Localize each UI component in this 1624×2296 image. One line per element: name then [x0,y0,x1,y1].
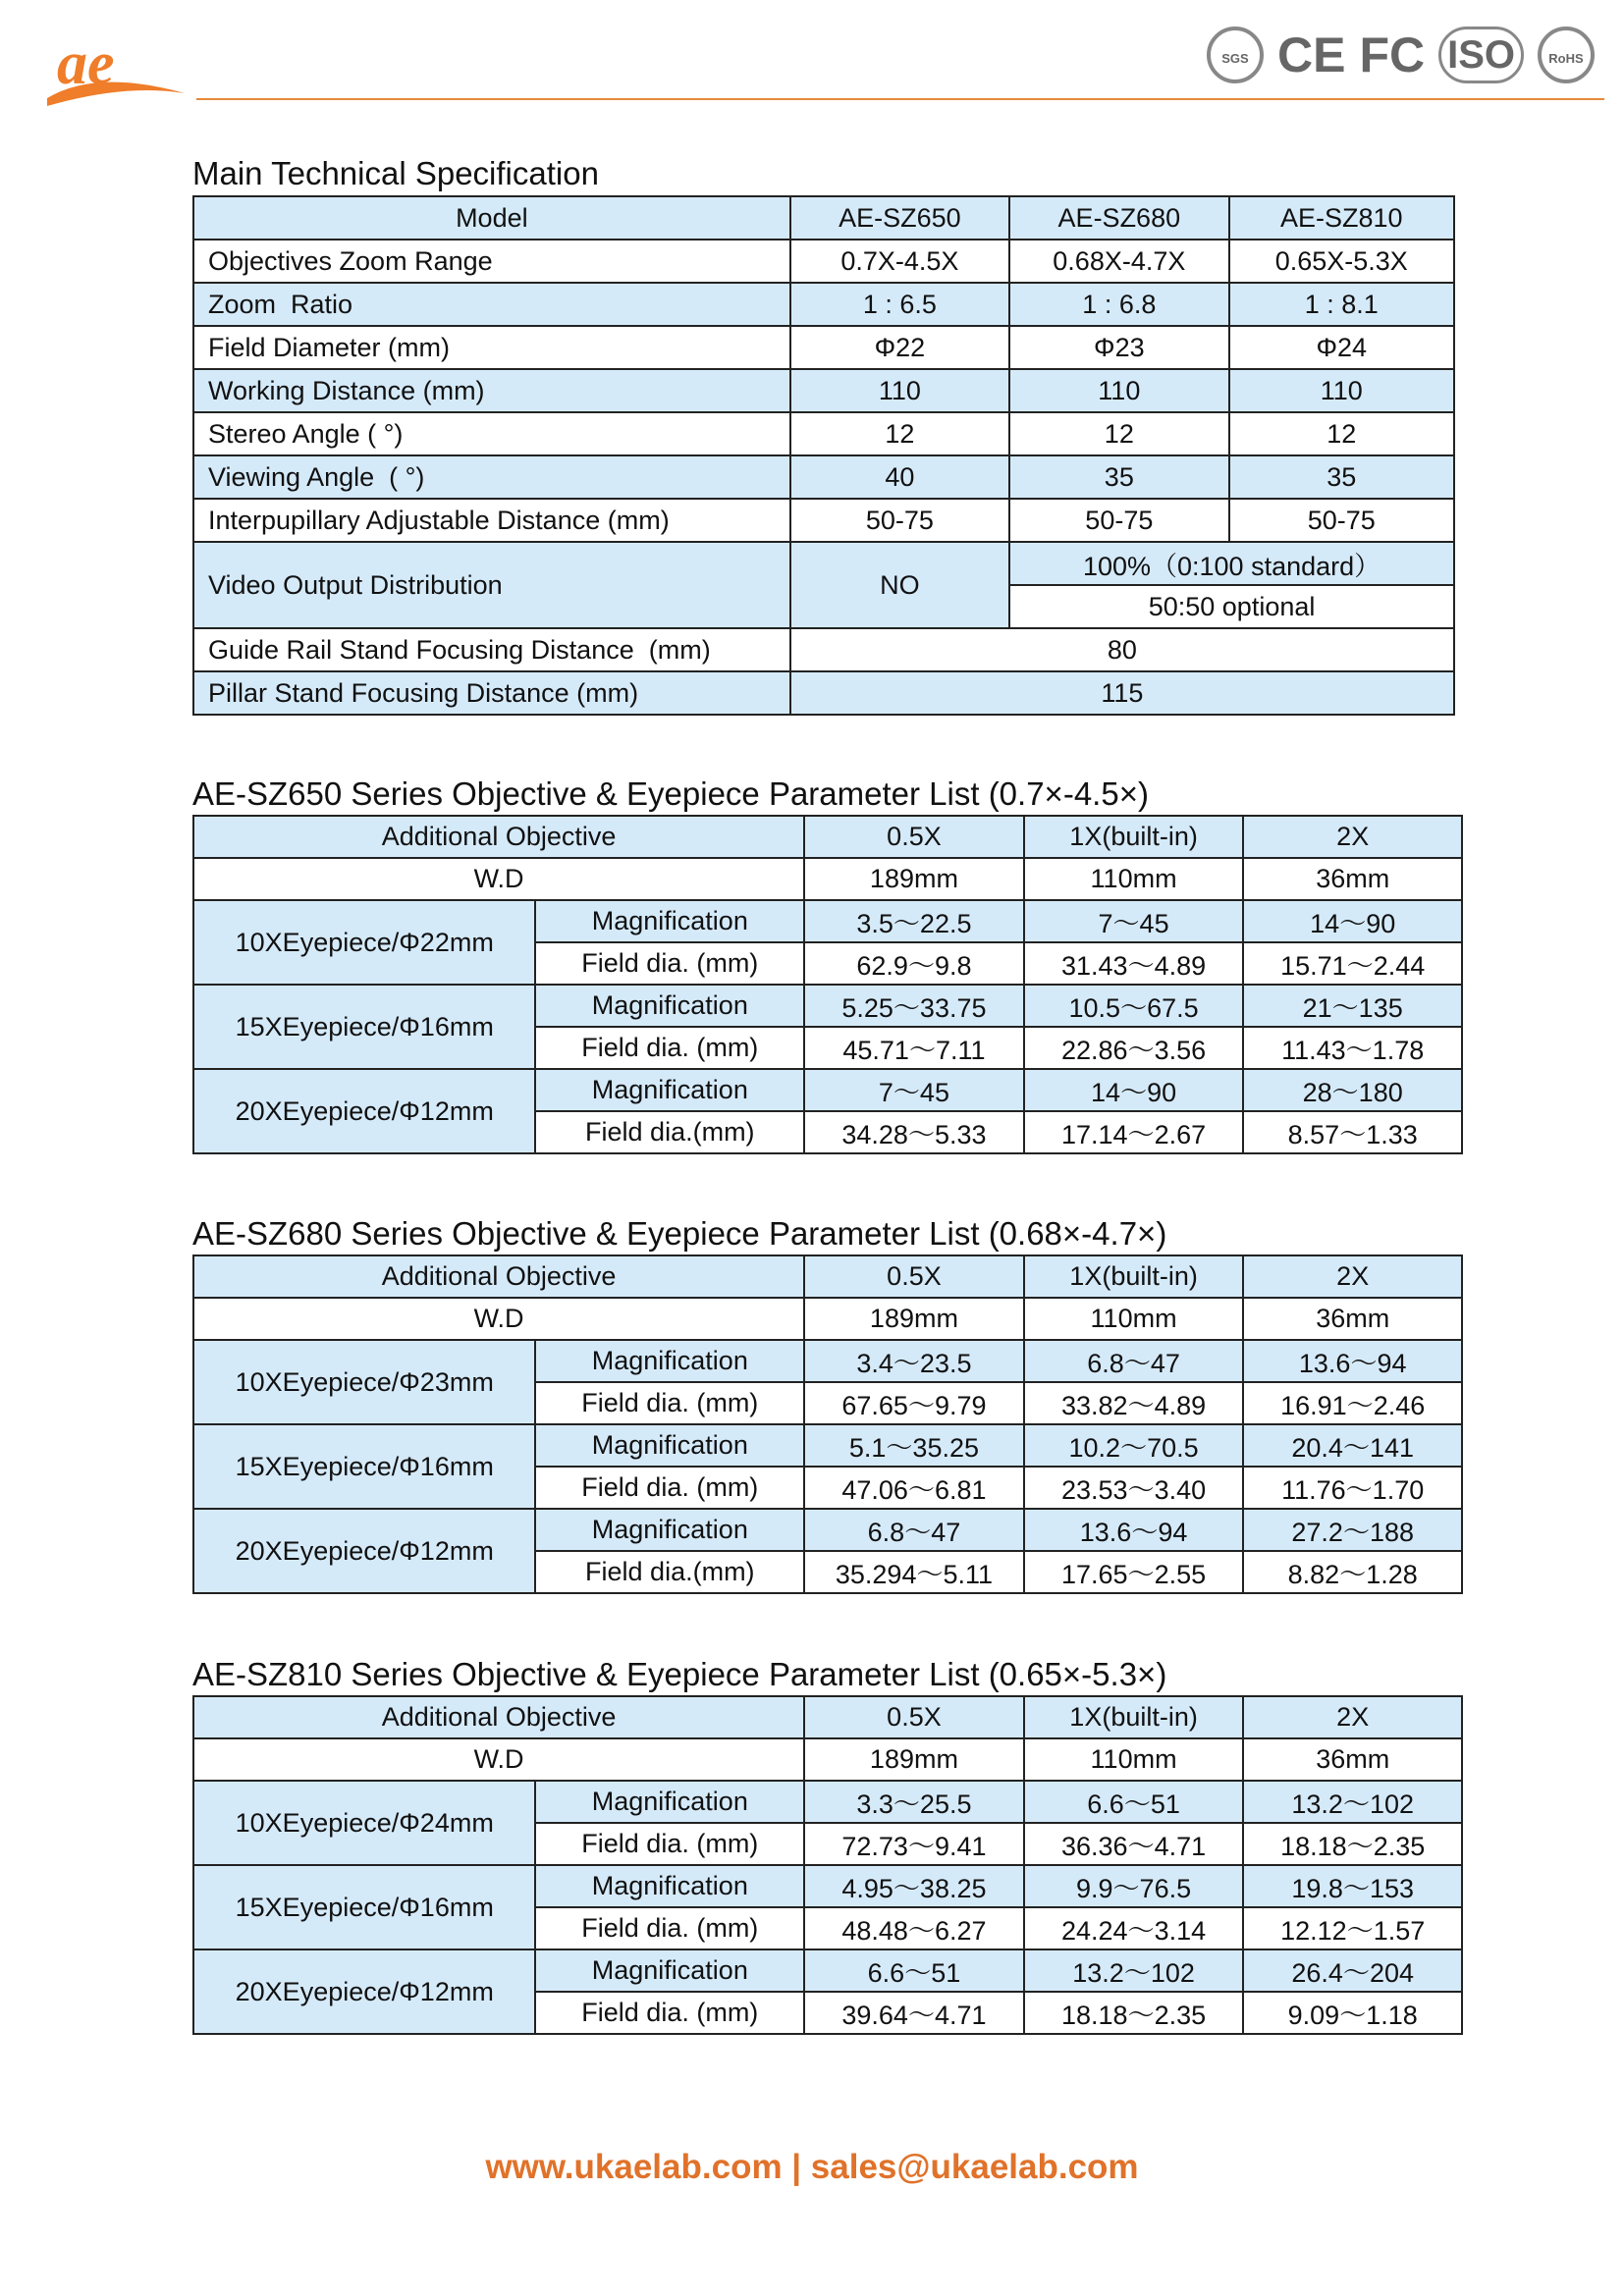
header-cell: 0.5X [804,1696,1024,1738]
cell: 12 [1009,412,1228,455]
cell: 27.2～188 [1243,1509,1462,1551]
header-cell: Additional Objective [193,1696,804,1738]
wd-label: W.D [193,858,804,900]
wd-label: W.D [193,1738,804,1781]
row-label: Field dia. (mm) [535,1027,804,1069]
table-row [193,1949,1462,1992]
table-header-row [193,196,1454,240]
row-label: Stereo Angle ( °) [193,412,790,455]
eyepiece-label: 20XEyepiece/Φ12mm [193,1069,535,1153]
table-row [193,1781,1462,1823]
table-row [193,858,1462,900]
cell: 62.9～9.8 [804,942,1024,985]
logo-text: ae [57,30,115,97]
cell: 0.7X-4.5X [790,240,1009,283]
cell: 35 [1229,455,1454,499]
cell: 189mm [804,1298,1024,1340]
header-cell: 1X(built-in) [1024,1696,1244,1738]
sgs-logo: SGS [1207,27,1264,83]
header-rule [196,98,1604,100]
header-cell: 2X [1243,1696,1462,1738]
row-label: Magnification [535,1340,804,1382]
row-label: Field dia. (mm) [535,1467,804,1509]
row-label: Video Output Distribution [193,542,790,628]
row-label: Magnification [535,1949,804,1992]
table-row [193,1424,1462,1467]
cell: 7～45 [1024,900,1244,942]
cell: 17.65～2.55 [1024,1551,1244,1593]
cell: 3.5～22.5 [804,900,1024,942]
table-row [193,900,1462,942]
cell: 36.36～4.71 [1024,1823,1244,1865]
table-header-row [193,1255,1462,1298]
row-label: Field dia.(mm) [535,1111,804,1153]
row-label: Magnification [535,1509,804,1551]
cell: 50-75 [790,499,1009,542]
cell: 14～90 [1243,900,1462,942]
row-label: Field dia. (mm) [535,1823,804,1865]
cell: 8.82～1.28 [1243,1551,1462,1593]
table-row [193,412,1454,455]
main-spec-title: Main Technical Specification [192,155,599,191]
cell: 5.1～35.25 [804,1424,1024,1467]
header-cell: AE-SZ680 [1009,196,1228,240]
cell: 33.82～4.89 [1024,1382,1244,1424]
row-label: Magnification [535,1865,804,1907]
table-row [193,671,1454,715]
cell: Φ23 [1009,326,1228,369]
cell: 23.53～3.40 [1024,1467,1244,1509]
footer-contact: www.ukaelab.com | sales@ukaelab.com [485,2148,1139,2186]
parameter-table [192,815,1463,1154]
table-header-row [193,816,1462,858]
eyepiece-label: 20XEyepiece/Φ12mm [193,1509,535,1593]
cell: 40 [790,455,1009,499]
cell: 17.14～2.67 [1024,1111,1244,1153]
cell: 110 [790,369,1009,412]
cell: 36mm [1243,1738,1462,1781]
header-cell: 2X [1243,1255,1462,1298]
parameter-table-title: AE-SZ810 Series Objective & Eyepiece Parameter List (0.65×-5.3×) [192,1656,1167,1692]
cell: 12 [1229,412,1454,455]
cell: Φ24 [1229,326,1454,369]
cell: 110 [1009,369,1228,412]
cell: 16.91～2.46 [1243,1382,1462,1424]
cell: 9.09～1.18 [1243,1992,1462,2034]
cell: 1 : 8.1 [1229,283,1454,326]
cell: 6.6～51 [804,1949,1024,1992]
cell: 13.2～102 [1243,1781,1462,1823]
cell: 115 [790,671,1454,715]
row-label: Field Diameter (mm) [193,326,790,369]
cert-logos [1207,26,1595,84]
cell: 15.71～2.44 [1243,942,1462,985]
cell: Φ22 [790,326,1009,369]
cell: 13.2～102 [1024,1949,1244,1992]
cell: 1 : 6.8 [1009,283,1228,326]
header-cell: AE-SZ810 [1229,196,1454,240]
row-label: Magnification [535,1069,804,1111]
header-cell: 1X(built-in) [1024,1255,1244,1298]
company-logo [37,29,194,118]
eyepiece-label: 10XEyepiece/Φ23mm [193,1340,535,1424]
cell: 13.6～94 [1243,1340,1462,1382]
cell: 24.24～3.14 [1024,1907,1244,1949]
cell: 48.48～6.27 [804,1907,1024,1949]
table-row [193,1069,1462,1111]
cell: NO [790,542,1009,628]
cell: 110mm [1024,1298,1244,1340]
cell: 21～135 [1243,985,1462,1027]
cell: 19.8～153 [1243,1865,1462,1907]
cell: 10.2～70.5 [1024,1424,1244,1467]
cell: 22.86～3.56 [1024,1027,1244,1069]
table-row [193,1738,1462,1781]
cell: 18.18～2.35 [1024,1992,1244,2034]
row-label: Magnification [535,1781,804,1823]
parameter-table [192,1255,1463,1594]
cell: 20.4～141 [1243,1424,1462,1467]
ce-logo: CE [1276,27,1346,82]
cell: 0.68X-4.7X [1009,240,1228,283]
cell: 72.73～9.41 [804,1823,1024,1865]
cell: 100%（0:100 standard） [1009,542,1454,585]
main-spec-table [192,195,1455,716]
cell: 5.25～33.75 [804,985,1024,1027]
header-cell: Model [193,196,790,240]
parameter-table [192,1695,1463,2035]
row-label: Magnification [535,900,804,942]
cell: 80 [790,628,1454,671]
cell: 12 [790,412,1009,455]
cell: 11.76～1.70 [1243,1467,1462,1509]
row-label: Guide Rail Stand Focusing Distance (mm) [193,628,790,671]
row-label: Field dia. (mm) [535,1992,804,2034]
table-row [193,326,1454,369]
cell: 36mm [1243,858,1462,900]
header-cell: Additional Objective [193,816,804,858]
cell: 35.294～5.11 [804,1551,1024,1593]
wd-label: W.D [193,1298,804,1340]
cell: 189mm [804,858,1024,900]
table-row [193,1865,1462,1907]
cell: 6.6～51 [1024,1781,1244,1823]
table-row [193,283,1454,326]
cell: 35 [1009,455,1228,499]
table-row [193,369,1454,412]
table-row [193,1298,1462,1340]
fcc-logo: FC [1359,27,1426,82]
eyepiece-label: 20XEyepiece/Φ12mm [193,1949,535,2034]
row-label: Interpupillary Adjustable Distance (mm) [193,499,790,542]
cell: 34.28～5.33 [804,1111,1024,1153]
cell: 50:50 optional [1009,585,1454,628]
row-label: Field dia. (mm) [535,942,804,985]
row-label: Magnification [535,1424,804,1467]
cell: 47.06～6.81 [804,1467,1024,1509]
table-row [193,240,1454,283]
cell: 26.4～204 [1243,1949,1462,1992]
parameter-table-title: AE-SZ650 Series Objective & Eyepiece Parameter List (0.7×-4.5×) [192,775,1149,812]
cell: 14～90 [1024,1069,1244,1111]
table-row [193,628,1454,671]
header-cell: Additional Objective [193,1255,804,1298]
page-header [0,0,1624,118]
row-label: Field dia. (mm) [535,1907,804,1949]
header-cell: AE-SZ650 [790,196,1009,240]
row-label: Objectives Zoom Range [193,240,790,283]
cell: 7～45 [804,1069,1024,1111]
iso-logo: ISO [1438,27,1524,83]
row-label: Pillar Stand Focusing Distance (mm) [193,671,790,715]
row-label: Working Distance (mm) [193,369,790,412]
cell: 110 [1229,369,1454,412]
header-cell: 2X [1243,816,1462,858]
row-label: Magnification [535,985,804,1027]
cell: 13.6～94 [1024,1509,1244,1551]
cell: 50-75 [1229,499,1454,542]
eyepiece-label: 15XEyepiece/Φ16mm [193,1424,535,1509]
header-cell: 1X(built-in) [1024,816,1244,858]
table-header-row [193,1696,1462,1738]
cell: 10.5～67.5 [1024,985,1244,1027]
rohs-logo: RoHS [1538,27,1595,83]
cell: 28～180 [1243,1069,1462,1111]
table-row [193,1340,1462,1382]
cell: 67.65～9.79 [804,1382,1024,1424]
table-row [193,985,1462,1027]
cell: 6.8～47 [1024,1340,1244,1382]
row-label: Field dia.(mm) [535,1551,804,1593]
table-row [193,455,1454,499]
row-label: Viewing Angle ( °) [193,455,790,499]
cell: 11.43～1.78 [1243,1027,1462,1069]
row-label: Field dia. (mm) [535,1382,804,1424]
parameter-table-title: AE-SZ680 Series Objective & Eyepiece Parameter List (0.68×-4.7×) [192,1215,1167,1252]
cell: 8.57～1.33 [1243,1111,1462,1153]
cell: 110mm [1024,858,1244,900]
cell: 0.65X-5.3X [1229,240,1454,283]
cell: 1 : 6.5 [790,283,1009,326]
table-row [193,1509,1462,1551]
cell: 18.18～2.35 [1243,1823,1462,1865]
cell: 31.43～4.89 [1024,942,1244,985]
cell: 9.9～76.5 [1024,1865,1244,1907]
eyepiece-label: 15XEyepiece/Φ16mm [193,985,535,1069]
cell: 110mm [1024,1738,1244,1781]
cell: 12.12～1.57 [1243,1907,1462,1949]
cell: 36mm [1243,1298,1462,1340]
header-cell: 0.5X [804,816,1024,858]
cell: 3.4～23.5 [804,1340,1024,1382]
row-label: Zoom Ratio [193,283,790,326]
cell: 45.71～7.11 [804,1027,1024,1069]
cell: 4.95～38.25 [804,1865,1024,1907]
table-row [193,542,1454,585]
eyepiece-label: 15XEyepiece/Φ16mm [193,1865,535,1949]
cell: 6.8～47 [804,1509,1024,1551]
eyepiece-label: 10XEyepiece/Φ24mm [193,1781,535,1865]
eyepiece-label: 10XEyepiece/Φ22mm [193,900,535,985]
cell: 50-75 [1009,499,1228,542]
table-row [193,499,1454,542]
cell: 189mm [804,1738,1024,1781]
cell: 39.64～4.71 [804,1992,1024,2034]
cell: 3.3～25.5 [804,1781,1024,1823]
header-cell: 0.5X [804,1255,1024,1298]
